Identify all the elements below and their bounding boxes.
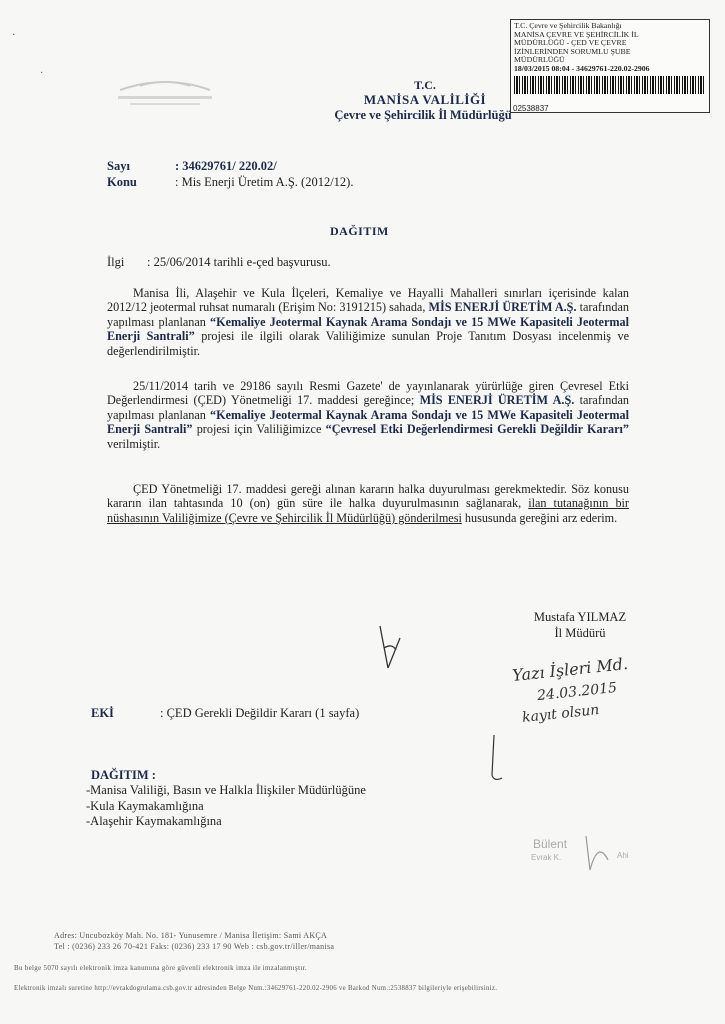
p2-project: “Kemaliye Jeotermal Kaynak Arama Sondajı ve 15 MWe Kapasiteli Jeotermal Enerji Santrali” <box>107 407 630 437</box>
stamp-line: İZİNLERİNDEN SORUMLU ŞUBE <box>514 47 631 56</box>
p3-text: ÇED Yönetmeliği 17. maddesi gereği alınan kararın halka duyurulması gerekmektedir. Söz konusu kararın ilan tahtasında 10 (on) gün süre ile halka duyurulmasının sağlanarak, <box>107 482 629 511</box>
document-title: DAĞITIM <box>330 224 389 238</box>
signer-name: Mustafa YILMAZ <box>533 610 627 624</box>
p2-text: verilmiştir. <box>107 436 161 451</box>
dagitim-item: -Manisa Valiliği, Basın ve Halkla İlişkiler Müdürlüğüne <box>86 783 366 797</box>
handwritten-stroke-icon <box>480 730 520 790</box>
p2-decision: “Çevresel Etki Değerlendirmesi Gerekli Değildir Kararı” <box>325 422 630 437</box>
stamp-datetime: 18/03/2015 08:04 - 34629761-220.02-2906 <box>514 64 650 73</box>
p2-text: tarafından yapılması planlanan <box>107 393 629 422</box>
initial-mark-icon <box>370 618 410 678</box>
p1-company: MİS ENERJİ ÜRETİM A.Ş. <box>428 300 577 315</box>
paragraph-3 <box>107 482 629 525</box>
ek-value: : ÇED Gerekli Değildir Kararı (1 sayfa) <box>160 706 360 720</box>
footer-phone: Tel : (0236) 233 26 70-421 Faks: (0236) 233 17 90 Web : csb.gov.tr/iller/manisa <box>54 942 335 951</box>
p2-text: projesi için Valiliğimizce <box>192 422 326 437</box>
sayi-label: Sayı <box>107 159 130 173</box>
registry-stamp <box>510 19 710 113</box>
stamp-line: MÜDÜRLÜĞÜ - ÇED VE ÇEVRE <box>514 39 627 48</box>
p1-project: “Kemaliye Jeotermal Kaynak Arama Sondajı ve 15 MWe Kapasiteli Jeotermal Enerji Santrali” <box>107 314 630 344</box>
dagitim-list <box>86 783 366 830</box>
ministry-logo-icon <box>110 72 220 114</box>
konu-value: : Mis Enerji Üretim A.Ş. (2012/12). <box>175 175 354 189</box>
barcode-number: 02538837 <box>513 104 549 113</box>
signer-role: İl Müdürü <box>554 626 606 640</box>
paragraph-2 <box>107 379 629 451</box>
p1-text: Manisa İli, Alaşehir ve Kula İlçeleri, Kemaliye ve Hayalli Mahalleri sınırları içerisinde kalan 2012/12 jeotermal ruhsat numaralı (Erişim No: 3191215) sahada, <box>107 286 629 315</box>
barcode-icon <box>514 76 706 94</box>
dagitim-item: -Kula Kaymakamlığına <box>86 798 204 813</box>
header-mudurluk: Çevre ve Şehircilik İl Müdürlüğü <box>334 108 512 122</box>
handwritten-note-line3: kayıt olsun <box>521 701 601 727</box>
stamp-line: MANİSA ÇEVRE VE ŞEHİRCİLİK İL <box>514 30 639 39</box>
p2-text: 25/11/2014 tarih ve 29186 sayılı Resmi Gazete' de yayınlanarak yürürlüğe giren Çevresel Etki Değerlendirmesi (ÇED) Yönetmeliği 17. maddesi gereğince; <box>107 379 629 408</box>
scan-speck: · <box>40 68 44 79</box>
p2-company: MİS ENERJİ ÜRETİM A.Ş. <box>419 393 575 408</box>
konu-label: Konu <box>107 175 137 189</box>
handwritten-note-line1: Yazı İşleri Md. <box>511 653 629 686</box>
stamp-line: MÜDÜRLÜĞÜ <box>514 56 565 65</box>
p1-text: tarafından yapılması planlanan <box>107 300 629 329</box>
handwritten-note-date: 24.03.2015 <box>536 679 618 705</box>
p3-underlined: ilan tutanağının bir nüshasının Valiliğimize (Çevre ve Şehircilik İl Müdürlüğü) gönderilmesi <box>107 496 629 525</box>
dagitim-item: -Alaşehir Kaymakamlığına <box>86 814 222 828</box>
dagitim-label: DAĞITIM : <box>91 768 156 782</box>
ilgi-value: : 25/06/2014 tarihli e-çed başvurusu. <box>147 255 331 269</box>
footer-esign: Bu belge 5070 sayılı elektronik imza kanununa göre güvenli elektronik imza ile imzalanmıştır. <box>14 964 307 972</box>
faint-stamp-name: Bülent <box>533 837 568 851</box>
faint-signature-icon <box>578 830 618 880</box>
ek-label: EKİ <box>91 706 114 720</box>
scan-speck: · <box>12 30 16 41</box>
stamp-line: T.C. Çevre ve Şehircilik Bakanlığı <box>514 22 622 30</box>
faint-stamp-line3: Ahi <box>617 851 629 860</box>
footer-address: Adres: Uncubozköy Mah. No. 181- Yunusemre / Manisa İletişim: Sami AKÇA <box>54 931 328 940</box>
footer-verify: Elektronik imzalı suretine http://evrakdogrulama.csb.gov.tr adresinden Belge Num.:34629761-220.02-2906 ve Barkod Num.:2538837 bilgileriyle erişebilirsiniz. <box>14 985 498 992</box>
faint-stamp-line2: Evrak K. <box>531 853 562 862</box>
p3-text: hususunda gereğini arz ederim. <box>461 510 618 525</box>
p1-text: projesi ile ilgili olarak Valiliğimize sunulan Proje Tanıtım Dosyası incelenmiş ve değerlendirilmiştir. <box>107 329 630 358</box>
header-tc: T.C. <box>414 78 436 92</box>
header-valilik: MANİSA VALİLİĞİ <box>363 92 487 107</box>
paragraph-1 <box>107 286 629 358</box>
sayi-value: : 34629761/ 220.02/ <box>175 159 277 173</box>
ilgi-label: İlgi <box>107 255 125 269</box>
